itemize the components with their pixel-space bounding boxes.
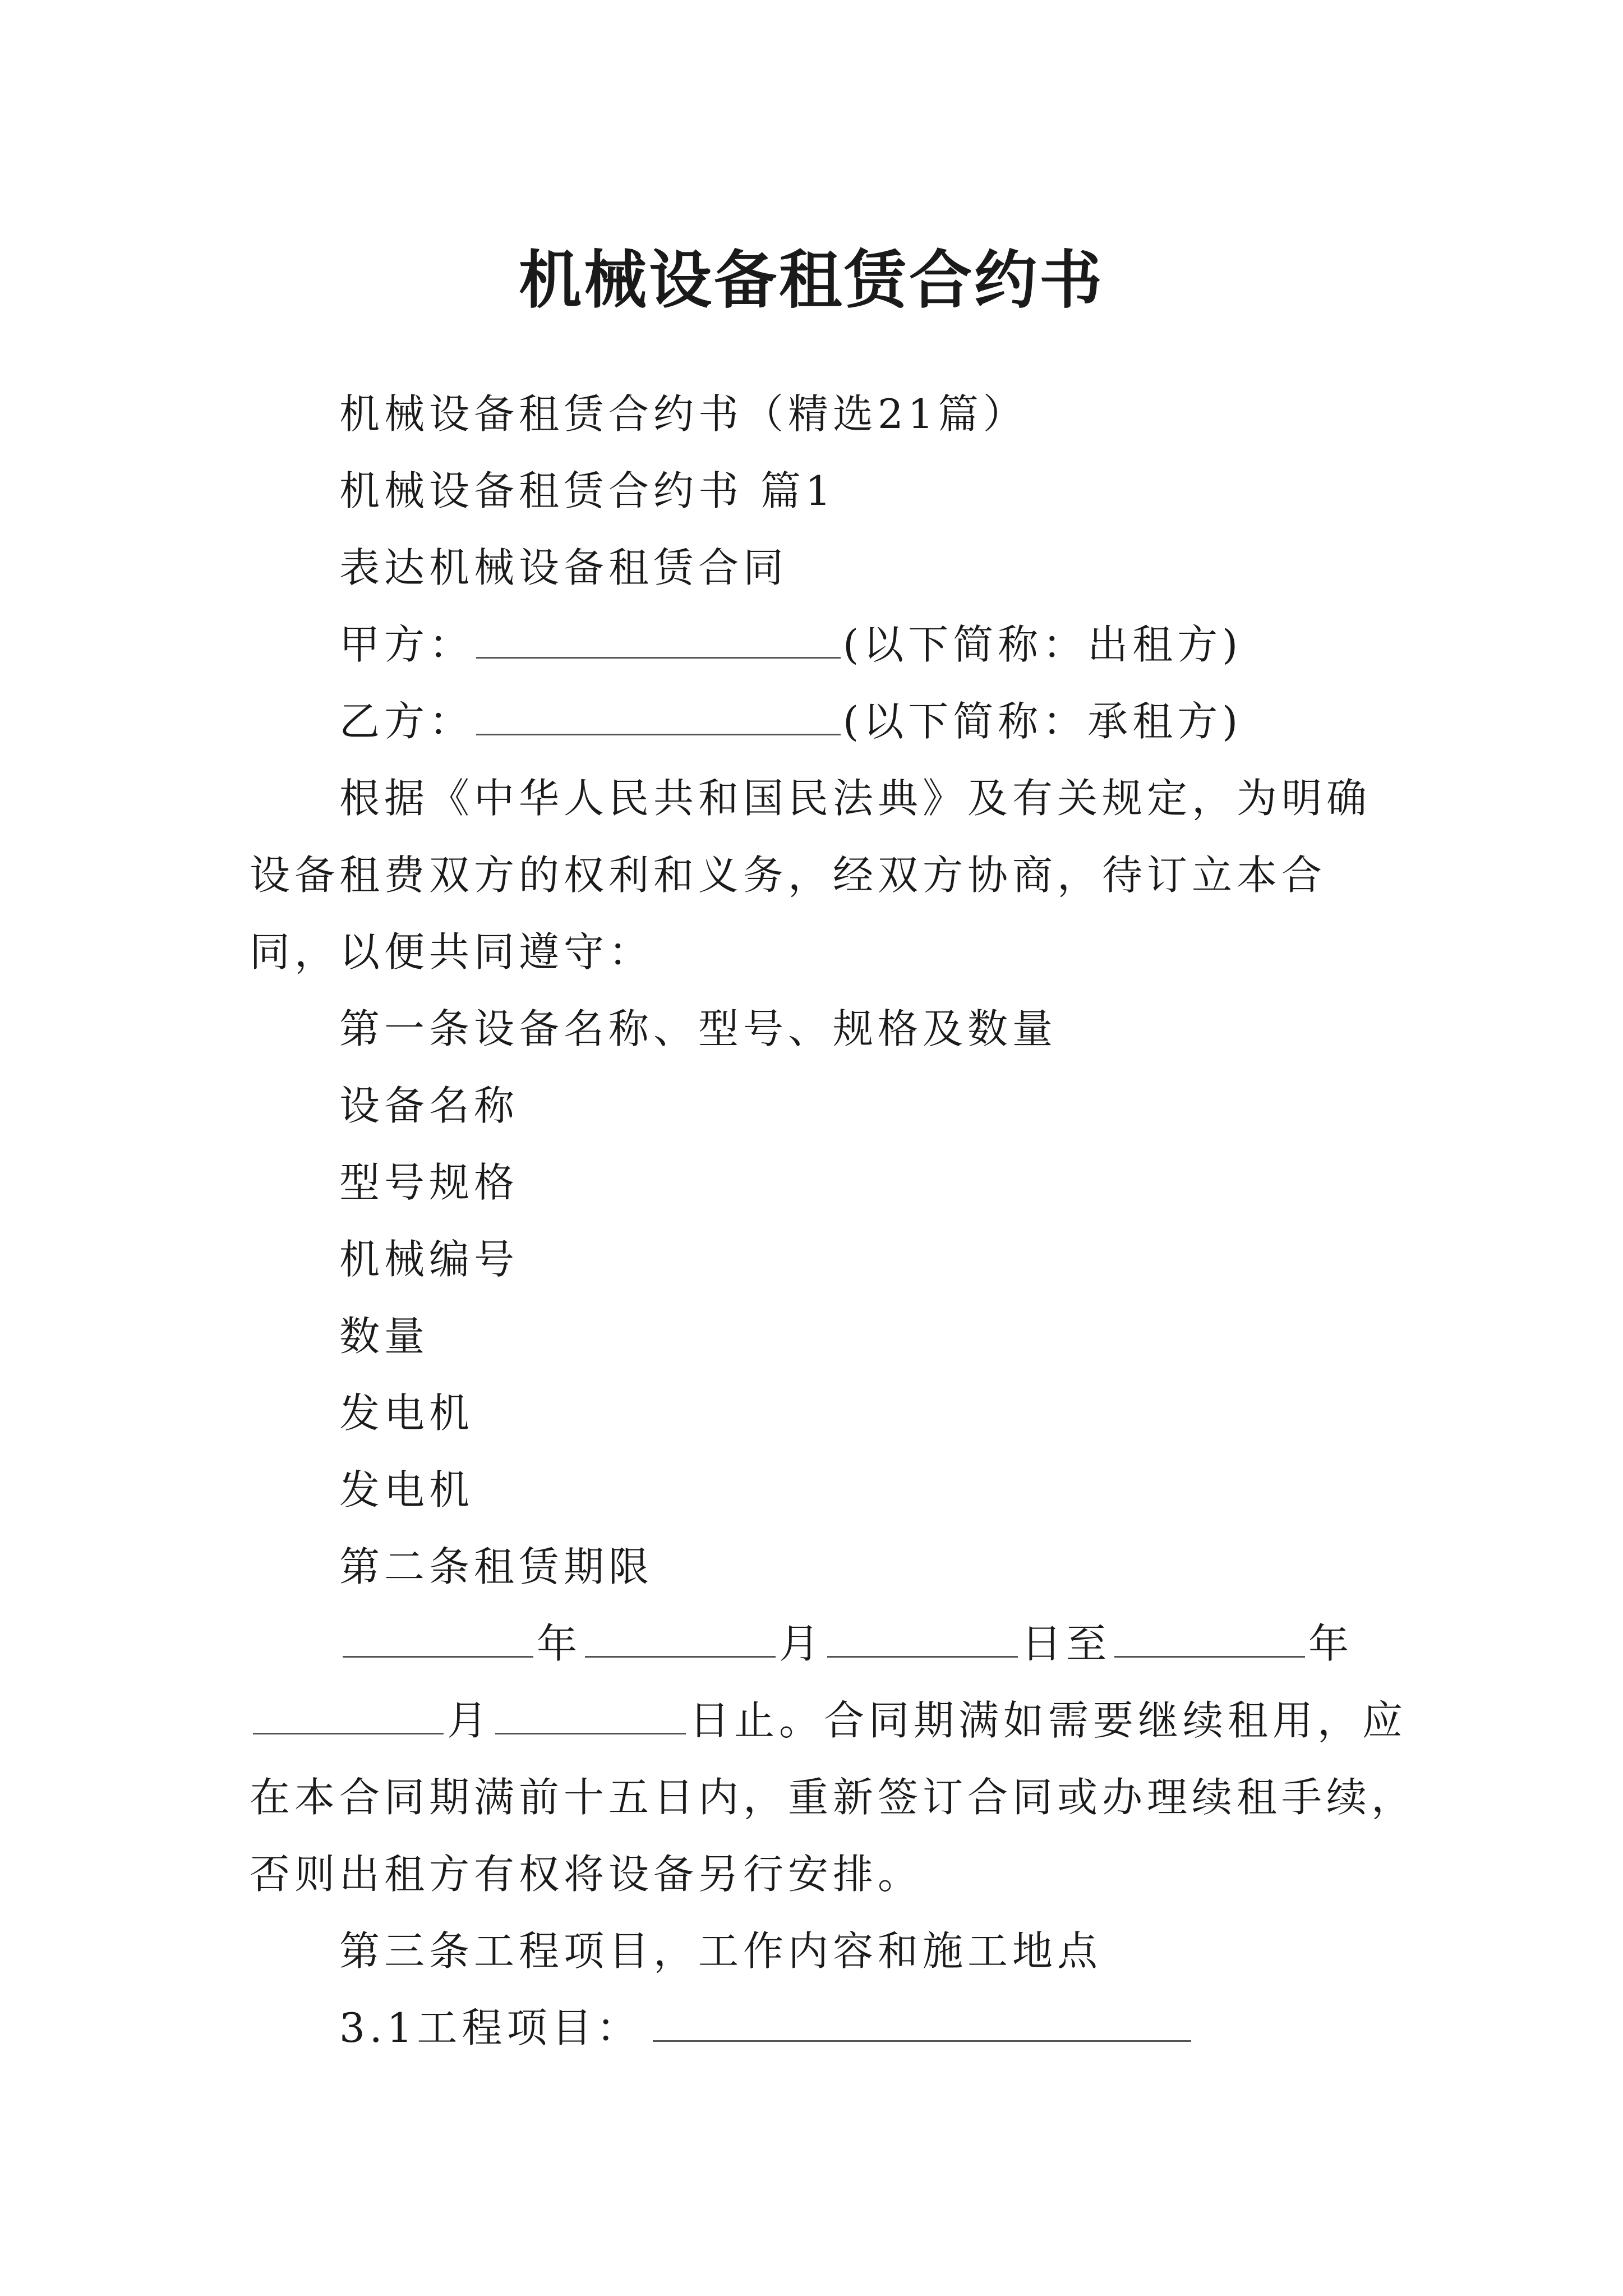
article2-heading: 第二条租赁期限 <box>339 1543 654 1590</box>
year-label: 年 <box>537 1620 582 1667</box>
start-year-blank[interactable] <box>343 1622 533 1658</box>
party-a-suffix: (以下简称：出租方) <box>843 621 1243 668</box>
party-b-label: 乙方： <box>339 698 474 745</box>
start-day-blank[interactable] <box>827 1622 1018 1658</box>
intro-paragraph: 根据《中华人民共和国民法典》及有关规定，为明确设备租费双方的权利和义务，经双方协商，待订立本合同，以便共同遵守： <box>250 775 1372 976</box>
contract-name: 表达机械设备租赁合同 <box>339 544 789 591</box>
party-a-line <box>250 606 1388 683</box>
party-b-blank[interactable] <box>476 700 841 735</box>
start-month-blank[interactable] <box>585 1622 776 1658</box>
project-blank[interactable] <box>653 2007 1191 2042</box>
term-line-4: 否则出租方有权将设备另行安排。 <box>250 1851 923 1898</box>
term-line-2 <box>250 1682 1408 1759</box>
term-paragraph <box>250 1605 1417 1913</box>
equipment-item: 机械编号 <box>339 1236 519 1283</box>
article3-heading: 第三条工程项目，工作内容和施工地点 <box>339 1927 1103 1975</box>
term-line-3: 在本合同期满前十五日内，重新签订合同或办理续租手续， <box>250 1774 1417 1821</box>
equipment-item: 发电机 <box>339 1389 474 1437</box>
equipment-item: 发电机 <box>339 1466 474 1513</box>
clause-3-1-line <box>250 1990 1388 2067</box>
year-label: 年 <box>1308 1620 1354 1667</box>
party-b-line <box>250 683 1388 760</box>
document-subtitle: 机械设备租赁合约书（精选21篇） <box>339 390 1028 438</box>
document-body <box>250 376 1417 2067</box>
section-heading: 机械设备租赁合约书 篇1 <box>339 467 836 514</box>
party-a-blank[interactable] <box>476 623 841 659</box>
term-line-1 <box>250 1605 1388 1682</box>
article1-heading: 第一条设备名称、型号、规格及数量 <box>339 1005 1058 1052</box>
party-b-suffix: (以下简称：承租方) <box>843 698 1243 745</box>
equipment-item: 型号规格 <box>339 1159 519 1206</box>
end-day-blank[interactable] <box>495 1699 686 1734</box>
day-to-label: 日至 <box>1021 1620 1112 1667</box>
term-text: 日止。合同期满如需要继续租用，应 <box>689 1697 1408 1744</box>
month-label: 月 <box>447 1697 492 1744</box>
end-month-blank[interactable] <box>253 1699 444 1734</box>
equipment-item: 数量 <box>339 1313 430 1360</box>
month-label: 月 <box>779 1620 824 1667</box>
party-a-label: 甲方： <box>339 621 474 668</box>
equipment-item: 设备名称 <box>339 1082 519 1129</box>
clause-3-1-label: 3.1工程项目： <box>339 2004 642 2051</box>
end-year-blank[interactable] <box>1114 1622 1305 1658</box>
document-title: 机械设备租赁合约书 <box>519 243 1104 318</box>
